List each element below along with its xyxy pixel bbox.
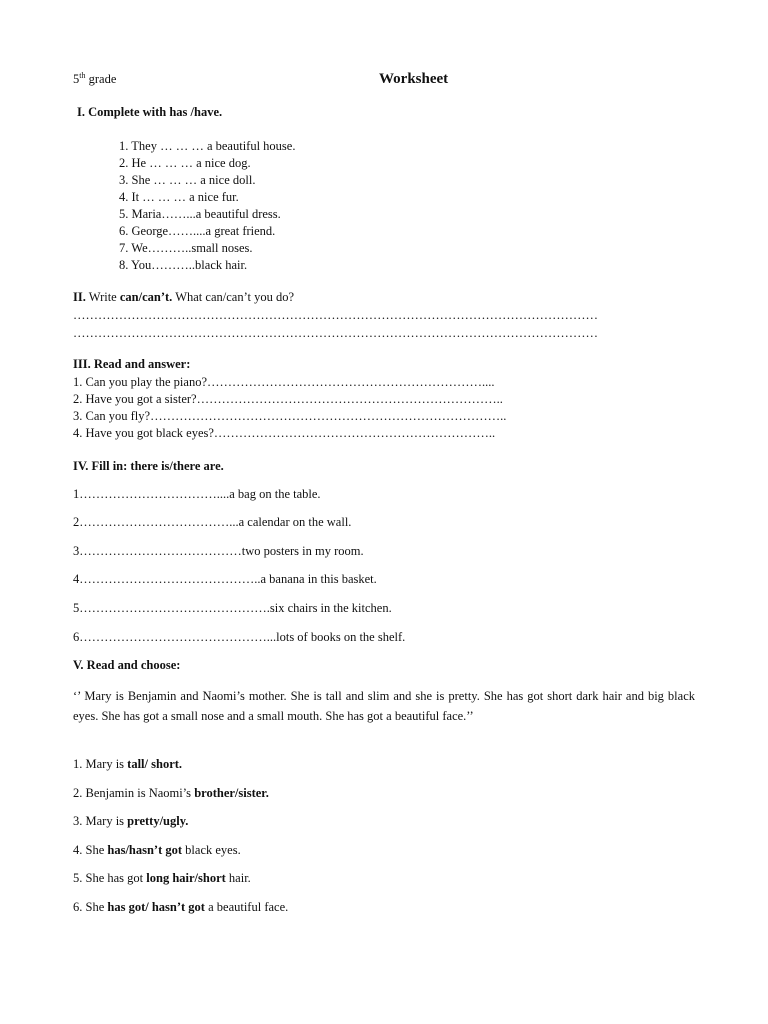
section-5-heading: V. Read and choose: [73,658,181,672]
list-item: 3. Mary is pretty/ugly. [73,814,189,828]
list-item: 2. Benjamin is Naomi’s brother/sister. [73,786,269,800]
list-item: 7. We………..small noses. [119,241,253,255]
page-title: Worksheet [379,71,449,87]
list-item: 2. Have you got a sister?……………………………………………………………….. [73,392,503,406]
list-item: 4. Have you got black eyes?………………………………………………………….. [73,426,496,440]
list-item: 3…………………………………two posters in my room. [73,544,364,558]
list-item: 1……………………………....a bag on the table. [73,487,321,501]
list-item: 1. Can you play the piano?………………………………………………………….... [73,375,495,389]
list-item: 5. She has got long hair/short hair. [73,871,251,885]
list-item: 3. Can you fly?………………………………………………………………………….. [73,409,507,423]
list-item: 1. Mary is tall/ short. [73,757,183,771]
answer-line: ……………………………………………………………………………………………………………… [73,308,598,322]
list-item: 5. Maria……...a beautiful dress. [119,207,281,221]
list-item: 3. She … … … a nice doll. [119,173,256,187]
reading-passage: ‘’ Mary is Benjamin and Naomi’s mother. She is tall and slim and she is pretty. She has got short dark hair and big black eyes. She has got a small nose and a small mouth. She has got a beautiful face.’’ [73,689,695,723]
list-item: 1. They … … … a beautiful house. [119,139,296,153]
section-4-heading: IV. Fill in: there is/there are. [73,459,224,473]
list-item: 2. He … … … a nice dog. [119,156,251,170]
section-2-heading: II. Write can/can’t. What can/can’t you do? [73,290,295,304]
list-item: 4……………………………………..a banana in this basket. [73,572,377,586]
list-item: 4. She has/hasn’t got black eyes. [73,843,241,857]
list-item: 8. You………..black hair. [119,258,248,272]
grade-label: 5th grade [73,70,117,86]
list-item: 5……………………………………….six chairs in the kitchen. [73,601,392,615]
answer-line: ……………………………………………………………………………………………………………… [73,326,598,340]
section-1-heading: I. Complete with has /have. [77,105,223,119]
section-3-heading: III. Read and answer: [73,357,191,371]
list-item: 6. She has got/ hasn’t got a beautiful face. [73,900,289,914]
list-item: 2………………………………...a calendar on the wall. [73,515,352,529]
list-item: 6. George……....a great friend. [119,224,276,238]
list-item: 6………………………………………...lots of books on the shelf. [73,630,406,644]
list-item: 4. It … … … a nice fur. [119,190,239,204]
